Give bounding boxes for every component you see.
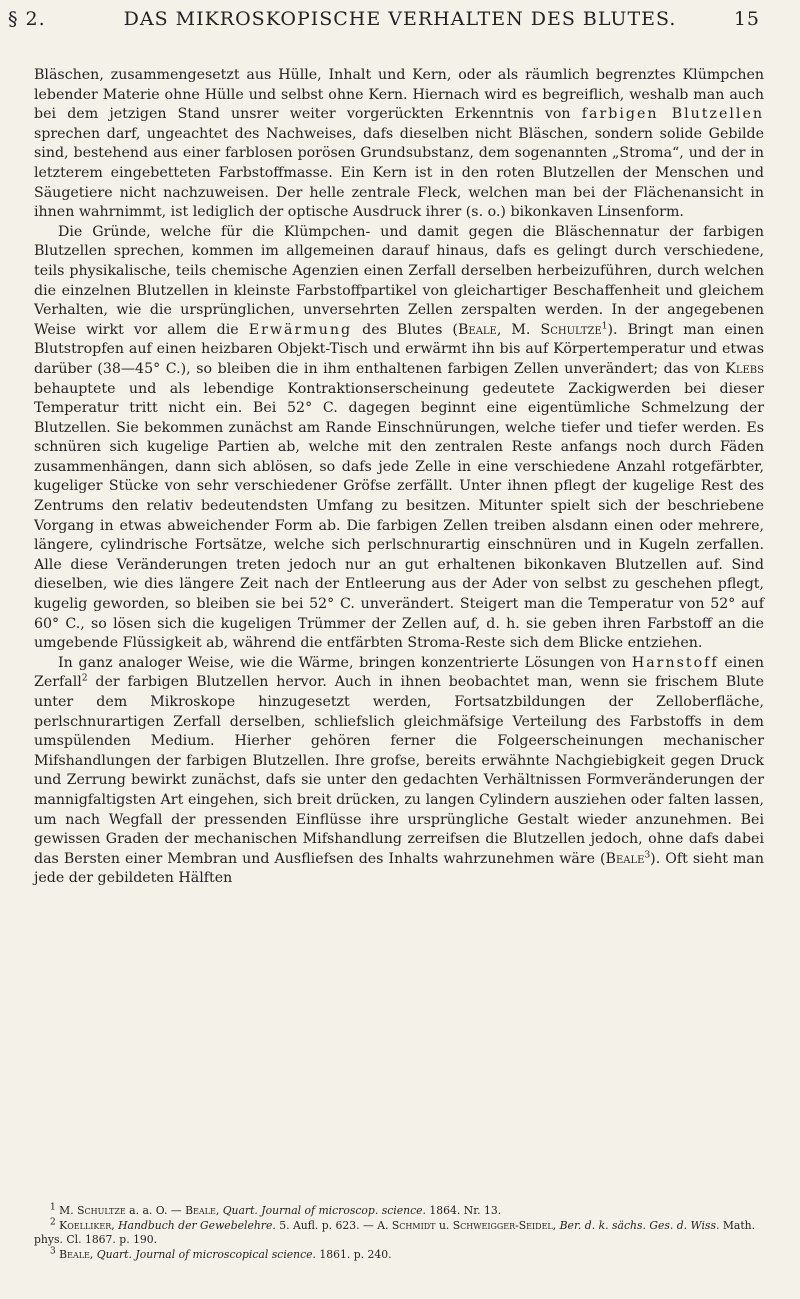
text-run: Quart. Journal of microscopical science. bbox=[96, 1247, 316, 1261]
text-run: Erwärmung bbox=[248, 321, 353, 338]
text-run: behauptete und als lebendige Kontraktionserscheinung gedeutete Zackigwerden bei dieser Temperatur tritt nicht ein. Bei 52° C. dagegen beginnt eine eigentümliche Schmelzung der Blutzellen. Sie bekommen zunächst am Rande Einschnürungen, welche tiefer und tiefer werden. Es schnüren sich kugelige Partien ab, welche mit den zentralen Reste anfangs noch durch Fäden zusammenhängen, dann sich ablösen, so dafs jede Zelle in eine verschiedene Anzahl rotgefärbter, kugeliger Stücke von sehr verschiedener Gröfse zerfällt. Unter ihnen pflegt der kugelige Rest des Zentrums den relativ bedeutendsten Umfang zu besitzen. Mitunter spielt sich der beschriebene Vorgang in etwas abweichender Form ab. Die farbigen Zellen treiben alsdann einen oder mehrere, längere, cylindrische Fortsätze, welche sich perlschnurartig einschnüren und in Kugeln zerfallen. Alle diese Veränderungen treten jedoch nur an gut erhaltenen bikonkaven Blutzellen auf. Sind dieselben, wie dies längere Zeit nach der Entleerung aus der Ader von selbst zu geschehen pflegt, kugelig geworden, so bleiben sie bei 52° C. unverändert. Steigert man die Temperatur von 52° auf 60° C., so lösen sich die kugeligen Trümmer der Zellen auf, d. h. sie geben ihren Farbstoff an die umgebende Flüssigkeit ab, während die entfärbten Stroma-Reste sich dem Blicke entziehen. bbox=[34, 380, 764, 652]
paragraph bbox=[34, 223, 764, 654]
footnote-marker: 3 bbox=[50, 1246, 56, 1257]
text-run: Die Gründe, welche für die Klümpchen- und damit gegen die Bläschennatur der farbigen Blutzellen sprechen, kommen im allgemeinen darauf hinaus, dafs es gelingt durch verschiedene, teils physikalische, teils chemische Agenzien einen Zerfall derselben herbeizuführen, durch welchen die einzelnen Blutzellen in kleinste Farbstoffpartikel von gleichartiger Beschaffenheit und gleichem Verhalten, wie die ursprünglichen, unversehrten Zellen zerspalten werden. In der angegebenen Weise wirkt vor allem die bbox=[34, 223, 764, 338]
text-run: u. bbox=[435, 1218, 453, 1232]
text-run: Koelliker bbox=[59, 1218, 112, 1232]
text-run: Math. phys. Cl. 1867. p. 190. bbox=[34, 1218, 756, 1247]
text-run: ). Bringt man einen Blutstropfen auf einen heizbaren Objekt-Tisch und erwärmt ihn bis auf Körpertemperatur und etwas darüber (38—45° C.), so bleiben die in ihm enthaltenen farbigen Zellen unverändert; das von bbox=[34, 321, 764, 377]
page-header bbox=[0, 0, 800, 40]
footnote bbox=[34, 1219, 764, 1248]
footnote-marker: 2 bbox=[81, 673, 88, 684]
text-run: sprechen darf, ungeachtet des Nachweises, dafs dieselben nicht Bläschen, sondern solide Gebilde sind, bestehend aus einer farblosen porösen Grundsubstanz, dem sogenannten „Stroma“, und der in letzterem eingebetteten Farbstoffmasse. Ein Kern ist in den roten Blutzellen der Menschen und Säugetiere nicht nachzuweisen. Der helle zentrale Fleck, welchen man bei der Flächenansicht in ihnen wahrnimmt, ist lediglich der optische Ausdruck ihrer (s. o.) bikonkaven Linsenform. bbox=[34, 125, 764, 221]
text-run: Schweigger-Seidel bbox=[452, 1218, 553, 1232]
footnote bbox=[34, 1204, 764, 1219]
text-run: farbigen Blutzellen bbox=[581, 106, 764, 123]
text-run: Schultze bbox=[540, 321, 602, 338]
paragraph bbox=[34, 66, 764, 223]
text-run: des Blutes ( bbox=[352, 321, 458, 338]
text-run: 5. Aufl. p. 623. — A. bbox=[275, 1218, 392, 1232]
text-run: Schmidt bbox=[391, 1218, 436, 1232]
text-run: der farbigen Blutzellen hervor. Auch in ihnen beobachtet man, wenn sie frischem Blute unter dem Mikroskope hinzugesetzt werden, Fortsatzbildungen der Zelloberfläche, perlschnurartigen Zerfall derselben, schliefslich gleichmäfsige Verteilung des Farbstoffs in dem umspülenden Medium. Hierher gehören ferner die Folgeerscheinungen mechanischer Mifshandlungen der farbigen Blutzellen. Ihre grofse, bereits erwähnte Nachgiebigkeit gegen Druck und Zerrung bewirkt zunächst, dafs sie unter den gedachten Verhältnissen Formveränderungen der mannigfaltigsten Art eingehen, sich breit drücken, zu langen Cylindern ausziehen oder falten lassen, um nach Wegfall der pressenden Einflüsse ihre ursprüngliche Gestalt wieder anzunehmen. Bei gewissen Graden der mechanischen Mifshandlung zerreifsen die Blutzellen jedoch, ohne dafs dabei das Bersten einer Membran und Ausfliefsen des Inhalts wahrzunehmen wäre ( bbox=[34, 674, 764, 867]
text-run: In ganz analoger Weise, wie die Wärme, bringen konzentrierte Lösungen von bbox=[58, 654, 632, 671]
text-run: , M. bbox=[496, 321, 541, 338]
text-run: a. a. O. — bbox=[125, 1204, 186, 1217]
text-run: Harnstoff bbox=[631, 654, 719, 671]
footnote-marker: 2 bbox=[50, 1217, 56, 1227]
text-run: , bbox=[552, 1218, 560, 1232]
text-run: einen Zerfall bbox=[34, 654, 764, 691]
text-run: 1861. p. 240. bbox=[316, 1247, 392, 1261]
text-run: Beale bbox=[457, 321, 497, 338]
footnote-marker: 1 bbox=[50, 1202, 56, 1213]
text-run: Beale bbox=[185, 1204, 216, 1217]
text-run: M. bbox=[55, 1204, 78, 1217]
text-run: Quart. Journal of microscop. science. bbox=[222, 1204, 426, 1217]
text-run: Beale bbox=[59, 1247, 90, 1261]
text-run: 1864. Nr. 13. bbox=[425, 1204, 502, 1217]
text-run: ). Oft sieht man jede der gebildeten Hälften bbox=[34, 850, 764, 887]
footnote-marker: 3 bbox=[644, 850, 651, 861]
text-run: Bläschen, zusammengesetzt aus Hülle, Inhalt und Kern, oder als räumlich begrenztes Klümpchen lebender Materie ohne Hülle und selbst ohne Kern. Hiernach wird es begreiflich, weshalb man auch bei dem jetzigen Stand unsrer weiter vorgerückten Erkenntnis von bbox=[34, 67, 764, 123]
text-run: , bbox=[215, 1204, 223, 1217]
text-run: Schultze bbox=[77, 1204, 126, 1217]
page-number: 15 bbox=[733, 8, 760, 30]
section-number: § 2. bbox=[8, 8, 46, 30]
text-run: Klebs bbox=[725, 360, 764, 377]
text-run: , bbox=[89, 1247, 97, 1261]
text-run: Ber. d. k. sächs. Ges. d. Wiss. bbox=[559, 1218, 720, 1232]
footnote-marker: 1 bbox=[601, 320, 608, 331]
running-title: DAS MIKROSKOPISCHE VERHALTEN DES BLUTES. bbox=[123, 8, 677, 30]
text-run: Beale bbox=[605, 850, 645, 867]
footnotes bbox=[34, 1204, 764, 1262]
body-text bbox=[34, 66, 764, 889]
text-run: , bbox=[111, 1218, 119, 1232]
footnote bbox=[34, 1248, 764, 1263]
text-run: Handbuch der Gewebelehre. bbox=[118, 1218, 276, 1232]
paragraph bbox=[34, 654, 764, 889]
